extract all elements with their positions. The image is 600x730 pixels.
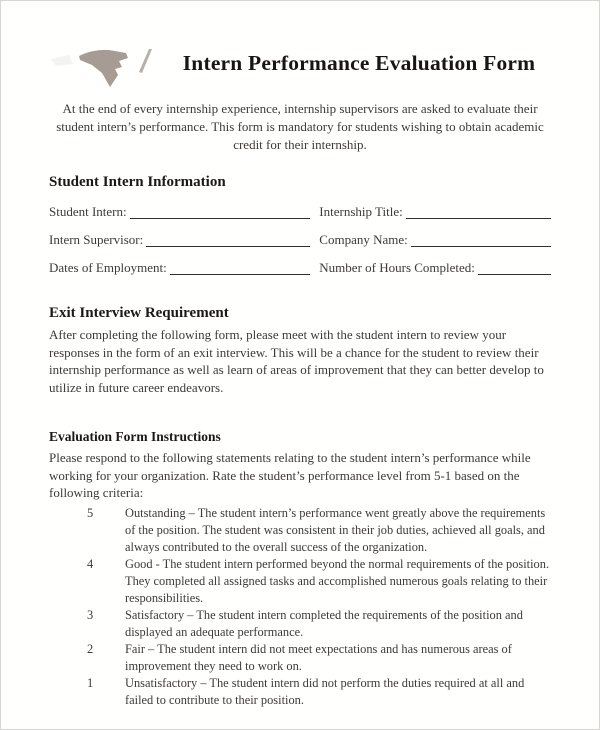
- student-info-heading: Student Intern Information: [49, 174, 226, 190]
- instructions-paragraph: Please respond to the following statements relating to the student intern’s performance while working for your organization. Rate the student’s performance level from 5-1 based on the following criteria:: [49, 450, 531, 500]
- company-name-field-line[interactable]: [411, 233, 551, 247]
- company-logo: [49, 43, 167, 91]
- section-instructions: [49, 428, 551, 709]
- exit-interview-paragraph: After completing the following form, please meet with the student intern to review your responses in the form of an exit interview. This will be a chance for the student to review their internship performance as well as learn of areas of improvement that they can better develop to utilize in future career endeavors.: [49, 327, 544, 395]
- criteria-text: Good - The student intern performed beyond the normal requirements of the position. They completed all assigned tasks and accomplished numerous goals relating to their responsibilities.: [125, 556, 550, 605]
- criteria-item-unsatisfactory: [49, 675, 551, 709]
- criteria-score: 3: [87, 607, 94, 622]
- criteria-item-good: [49, 556, 551, 607]
- criteria-text: Fair – The student intern did not meet expectations and has numerous areas of improvement they need to work on.: [125, 641, 512, 673]
- hours-completed-field-line[interactable]: [478, 261, 551, 275]
- criteria-score: 5: [87, 505, 94, 520]
- criteria-score: 1: [87, 675, 94, 690]
- dates-of-employment-label: Dates of Employment:: [49, 260, 167, 275]
- logo-mark-icon: [49, 43, 167, 91]
- section-exit-interview: [49, 305, 551, 396]
- criteria-text: Unsatisfactory – The student intern did not perform the duties required at all and failed to contribute to their position.: [125, 675, 525, 707]
- intro-paragraph: At the end of every internship experience, internship supervisors are asked to evaluate their student intern’s performance. This form is mandatory for students wishing to obtain academic credit for their internship.: [56, 101, 544, 152]
- hours-completed-label: Number of Hours Completed:: [319, 260, 475, 275]
- exit-interview-heading: Exit Interview Requirement: [49, 305, 229, 321]
- document-header: [49, 43, 551, 91]
- internship-title-field-line[interactable]: [406, 205, 551, 219]
- section-student-info: [49, 174, 551, 275]
- criteria-score: 2: [87, 641, 94, 656]
- criteria-item-outstanding: [49, 505, 551, 556]
- field-row-1: [49, 204, 551, 219]
- criteria-item-fair: [49, 641, 551, 675]
- intern-supervisor-field-line[interactable]: [146, 233, 310, 247]
- field-row-2: [49, 232, 551, 247]
- student-intern-field-line[interactable]: [130, 205, 311, 219]
- criteria-score: 4: [87, 556, 94, 571]
- intern-supervisor-label: Intern Supervisor:: [49, 232, 144, 247]
- criteria-text: Outstanding – The student intern’s performance went greatly above the requirements of the position. The student was consistent in their job duties, achieved all goals, and always contributed to the overall success of the organization.: [125, 505, 546, 554]
- dates-of-employment-field-line[interactable]: [170, 261, 311, 275]
- criteria-item-satisfactory: [49, 607, 551, 641]
- field-row-3: [49, 260, 551, 275]
- criteria-text: Satisfactory – The student intern completed the requirements of the position and displayed an adequate performance.: [125, 607, 523, 639]
- company-name-label: Company Name:: [319, 232, 408, 247]
- student-intern-label: Student Intern:: [49, 204, 127, 219]
- internship-title-label: Internship Title:: [319, 204, 403, 219]
- instructions-heading: Evaluation Form Instructions: [49, 429, 221, 444]
- criteria-list: [49, 505, 551, 709]
- page-title: Intern Performance Evaluation Form: [182, 51, 536, 75]
